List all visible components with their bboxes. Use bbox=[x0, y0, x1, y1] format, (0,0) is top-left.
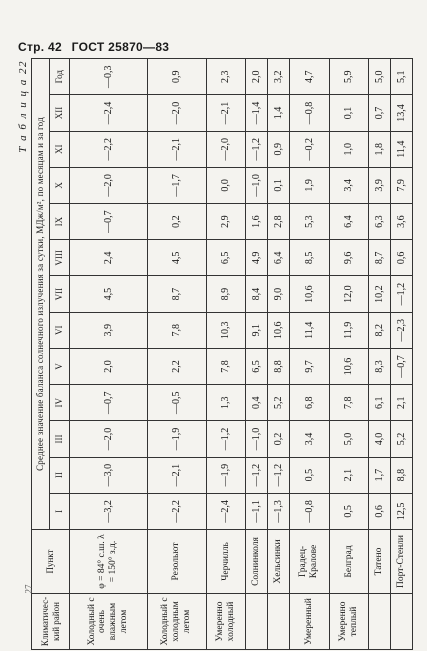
value-cell: 1,9 bbox=[289, 167, 329, 203]
value-cell: —1,9 bbox=[206, 457, 246, 493]
value-cell: 9,0 bbox=[268, 276, 290, 312]
value-cell: —0,8 bbox=[289, 95, 329, 131]
value-cell: 8,5 bbox=[289, 240, 329, 276]
value-cell: 0,5 bbox=[329, 493, 369, 529]
value-cell: 1,0 bbox=[329, 131, 369, 167]
value-cell: —0,3 bbox=[70, 59, 148, 95]
value-cell: 6,1 bbox=[369, 385, 391, 421]
table-row bbox=[246, 59, 268, 650]
value-cell: 7,8 bbox=[206, 348, 246, 384]
value-cell: 3,6 bbox=[391, 204, 413, 240]
value-cell: —1,1 bbox=[246, 493, 268, 529]
value-cell: 4,7 bbox=[289, 59, 329, 95]
value-cell: 5,3 bbox=[289, 204, 329, 240]
value-cell: 0,2 bbox=[147, 204, 206, 240]
value-cell: —2,3 bbox=[391, 312, 413, 348]
value-cell: 10,6 bbox=[268, 312, 290, 348]
value-cell: 8,7 bbox=[369, 240, 391, 276]
value-cell: 6,3 bbox=[369, 204, 391, 240]
value-cell: 0,6 bbox=[391, 240, 413, 276]
table-row bbox=[268, 59, 290, 650]
zone-cell: Холодный с холодным летом bbox=[147, 594, 206, 650]
value-cell: —1,4 bbox=[246, 95, 268, 131]
value-cell: 8,3 bbox=[369, 348, 391, 384]
value-cell: 6,5 bbox=[246, 348, 268, 384]
header-month: X bbox=[50, 167, 70, 203]
value-cell: —2,1 bbox=[147, 457, 206, 493]
value-cell: 2,0 bbox=[70, 348, 148, 384]
value-cell: —2,4 bbox=[70, 95, 148, 131]
value-cell: —0,7 bbox=[70, 204, 148, 240]
value-cell: —1,0 bbox=[246, 167, 268, 203]
value-cell: 3,4 bbox=[329, 167, 369, 203]
value-cell: —2,0 bbox=[70, 421, 148, 457]
value-cell: —3,0 bbox=[70, 457, 148, 493]
value-cell: 0,5 bbox=[289, 457, 329, 493]
value-cell: 2,4 bbox=[70, 240, 148, 276]
value-cell: 2,3 bbox=[206, 59, 246, 95]
value-cell: 8,4 bbox=[246, 276, 268, 312]
value-cell: 2,1 bbox=[329, 457, 369, 493]
header-month: VI bbox=[50, 312, 70, 348]
value-cell: 6,4 bbox=[329, 204, 369, 240]
value-cell: 10,3 bbox=[206, 312, 246, 348]
value-cell: 4,5 bbox=[147, 240, 206, 276]
header-month: IX bbox=[50, 204, 70, 240]
value-cell: 1,7 bbox=[369, 457, 391, 493]
value-cell: —2,0 bbox=[147, 95, 206, 131]
value-cell: 0,0 bbox=[206, 167, 246, 203]
value-cell: 5,2 bbox=[391, 421, 413, 457]
value-cell: 1,8 bbox=[369, 131, 391, 167]
value-cell: 1,3 bbox=[206, 385, 246, 421]
table-body bbox=[70, 59, 413, 650]
table-row bbox=[147, 59, 206, 650]
value-cell: 4,0 bbox=[369, 421, 391, 457]
value-cell: 8,9 bbox=[206, 276, 246, 312]
table-caption: Среднее значение баланса солнечного излучения за сутки, МДж/м², по месяцам и за год bbox=[32, 59, 50, 530]
value-cell: 6,5 bbox=[206, 240, 246, 276]
header-month: Год bbox=[50, 59, 70, 95]
page-mark: 27 bbox=[23, 584, 34, 594]
value-cell: —2,0 bbox=[206, 131, 246, 167]
value-cell: 11,4 bbox=[289, 312, 329, 348]
value-cell: —0,2 bbox=[289, 131, 329, 167]
table-row bbox=[70, 59, 148, 650]
value-cell: 10,2 bbox=[369, 276, 391, 312]
header-zone: Климатичес-кий район bbox=[32, 594, 70, 650]
value-cell: —2,2 bbox=[147, 493, 206, 529]
value-cell: 2,8 bbox=[268, 204, 290, 240]
value-cell: 7,8 bbox=[329, 385, 369, 421]
point-cell: Солнинколя bbox=[246, 530, 268, 594]
point-cell: Порт-Стенли bbox=[391, 530, 413, 594]
table-row bbox=[391, 59, 413, 650]
value-cell: 5,0 bbox=[329, 421, 369, 457]
value-cell: —1,9 bbox=[147, 421, 206, 457]
header-month: V bbox=[50, 348, 70, 384]
value-cell: 9,6 bbox=[329, 240, 369, 276]
radiation-balance-table bbox=[31, 58, 413, 650]
value-cell: 5,9 bbox=[329, 59, 369, 95]
page-number: Стр. 42 bbox=[18, 40, 62, 54]
point-cell: Черчилль bbox=[206, 530, 246, 594]
value-cell: 5,0 bbox=[369, 59, 391, 95]
value-cell: —1,2 bbox=[246, 457, 268, 493]
gost-code: ГОСТ 25870—83 bbox=[71, 40, 170, 54]
value-cell: 3,4 bbox=[289, 421, 329, 457]
page-header bbox=[18, 40, 175, 54]
value-cell: 12,0 bbox=[329, 276, 369, 312]
value-cell: —1,7 bbox=[147, 167, 206, 203]
value-cell: 2,0 bbox=[246, 59, 268, 95]
value-cell: —1,3 bbox=[268, 493, 290, 529]
header-month: I bbox=[50, 493, 70, 529]
rotated-table-block bbox=[17, 58, 413, 650]
zone-cell bbox=[246, 594, 268, 650]
value-cell: 0,2 bbox=[268, 421, 290, 457]
value-cell: —0,8 bbox=[289, 493, 329, 529]
value-cell: 7,9 bbox=[391, 167, 413, 203]
value-cell: —2,4 bbox=[206, 493, 246, 529]
table-row bbox=[369, 59, 391, 650]
header-point: Пункт bbox=[32, 530, 70, 594]
value-cell: 8,8 bbox=[268, 348, 290, 384]
value-cell: 0,6 bbox=[369, 493, 391, 529]
value-cell: 8,8 bbox=[391, 457, 413, 493]
zone-cell bbox=[369, 594, 391, 650]
table-row bbox=[289, 59, 329, 650]
zone-cell bbox=[391, 594, 413, 650]
value-cell: 3,9 bbox=[70, 312, 148, 348]
value-cell: —1,2 bbox=[246, 131, 268, 167]
point-cell: φ = 84° с.ш. λ = 150° з.д. bbox=[70, 530, 148, 594]
header-month: II bbox=[50, 457, 70, 493]
value-cell: —0,5 bbox=[147, 385, 206, 421]
value-cell: 9,7 bbox=[289, 348, 329, 384]
value-cell: —0,7 bbox=[391, 348, 413, 384]
header-month: XI bbox=[50, 131, 70, 167]
value-cell: 2,2 bbox=[147, 348, 206, 384]
header-month: VIII bbox=[50, 240, 70, 276]
value-cell: 5,1 bbox=[391, 59, 413, 95]
value-cell: 11,9 bbox=[329, 312, 369, 348]
point-cell: Белград bbox=[329, 530, 369, 594]
table-row bbox=[206, 59, 246, 650]
value-cell: 0,1 bbox=[268, 167, 290, 203]
value-cell: —1,0 bbox=[246, 421, 268, 457]
zone-cell bbox=[268, 594, 290, 650]
value-cell: 8,7 bbox=[147, 276, 206, 312]
value-cell: —2,2 bbox=[70, 131, 148, 167]
value-cell: 1,4 bbox=[268, 95, 290, 131]
value-cell: 7,8 bbox=[147, 312, 206, 348]
zone-cell: Умеренный bbox=[289, 594, 329, 650]
point-cell: Градец-Кралове bbox=[289, 530, 329, 594]
value-cell: —1,2 bbox=[268, 457, 290, 493]
value-cell: —2,1 bbox=[206, 95, 246, 131]
value-cell: 4,5 bbox=[70, 276, 148, 312]
value-cell: 8,2 bbox=[369, 312, 391, 348]
value-cell: —2,0 bbox=[70, 167, 148, 203]
value-cell: 3,2 bbox=[268, 59, 290, 95]
value-cell: 11,4 bbox=[391, 131, 413, 167]
value-cell: 0,1 bbox=[329, 95, 369, 131]
zone-cell: Холодный с очень влажным летом bbox=[70, 594, 148, 650]
value-cell: 3,9 bbox=[369, 167, 391, 203]
value-cell: 10,6 bbox=[329, 348, 369, 384]
value-cell: 6,8 bbox=[289, 385, 329, 421]
table-row bbox=[329, 59, 369, 650]
value-cell: 5,2 bbox=[268, 385, 290, 421]
value-cell: 0,4 bbox=[246, 385, 268, 421]
value-cell: —1,2 bbox=[391, 276, 413, 312]
value-cell: 4,9 bbox=[246, 240, 268, 276]
table-title: Т а б л и ц а 22 bbox=[17, 60, 29, 153]
value-cell: 12,5 bbox=[391, 493, 413, 529]
value-cell: —1,2 bbox=[206, 421, 246, 457]
value-cell: —3,2 bbox=[70, 493, 148, 529]
value-cell: 1,6 bbox=[246, 204, 268, 240]
value-cell: 10,6 bbox=[289, 276, 329, 312]
zone-cell: Умеренно холодный bbox=[206, 594, 246, 650]
point-cell: Хельсинки bbox=[268, 530, 290, 594]
point-cell: Резольют bbox=[147, 530, 206, 594]
value-cell: 9,1 bbox=[246, 312, 268, 348]
value-cell: 0,9 bbox=[268, 131, 290, 167]
value-cell: —2,1 bbox=[147, 131, 206, 167]
point-cell: Татено bbox=[369, 530, 391, 594]
header-month: XII bbox=[50, 95, 70, 131]
value-cell: 6,4 bbox=[268, 240, 290, 276]
zone-cell: Умеренно теплый bbox=[329, 594, 369, 650]
header-month: IV bbox=[50, 385, 70, 421]
value-cell: 13,4 bbox=[391, 95, 413, 131]
header-month: VII bbox=[50, 276, 70, 312]
value-cell: 0,9 bbox=[147, 59, 206, 95]
value-cell: 0,7 bbox=[369, 95, 391, 131]
header-month: III bbox=[50, 421, 70, 457]
value-cell: —0,7 bbox=[70, 385, 148, 421]
value-cell: 2,9 bbox=[206, 204, 246, 240]
value-cell: 2,1 bbox=[391, 385, 413, 421]
